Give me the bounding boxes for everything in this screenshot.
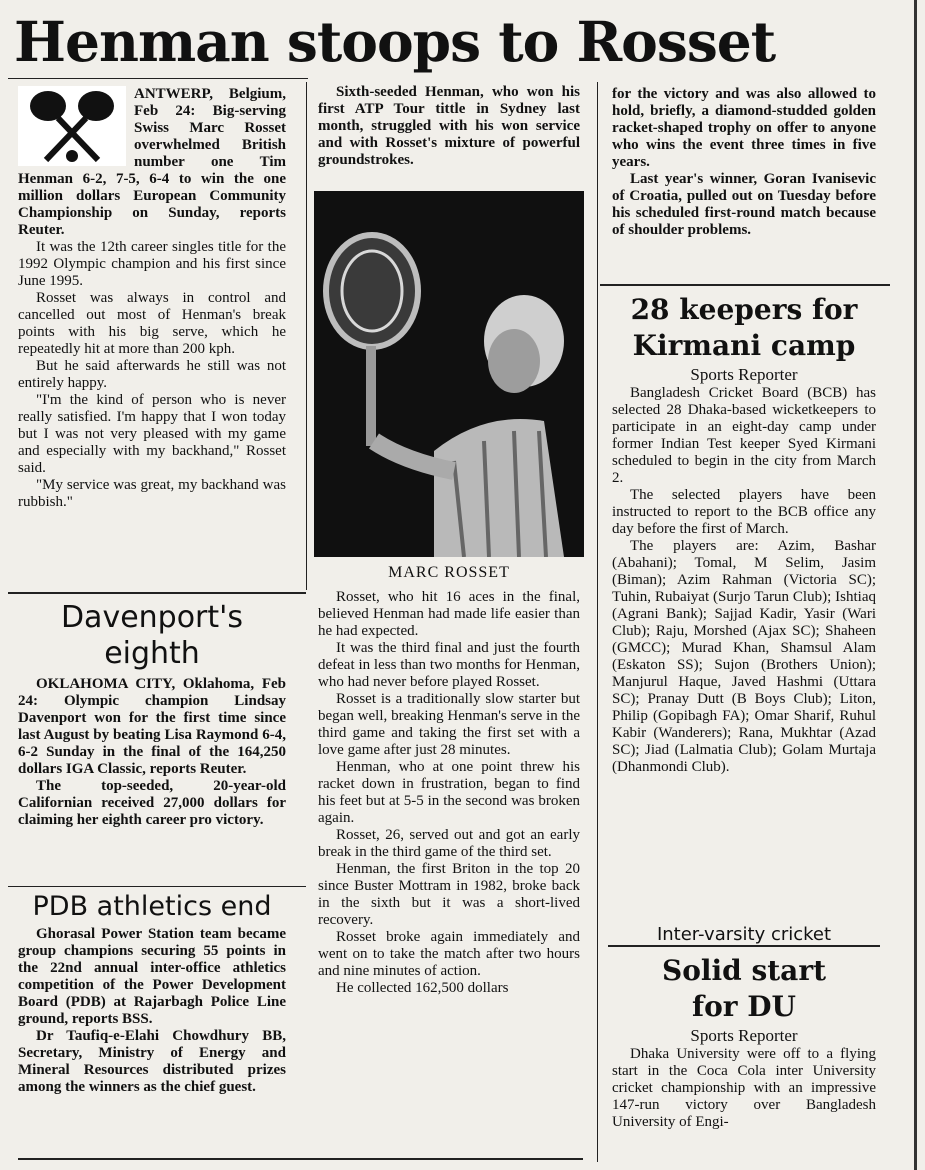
kirmani-paragraph: The selected players have been instructed to report to the BCB office any day before the first of March. bbox=[612, 487, 876, 537]
davenport-lead: OKLAHOMA CITY, Oklahoma, Feb 24: Olympic champion Lindsay Davenport won for the first time since last August by beating Lisa Raymond 6-4, 6-2 Sunday in the final of the 164,250 dollars IGA Classic, reports Reuter. bbox=[18, 676, 286, 777]
column-rule-1 bbox=[306, 82, 307, 590]
headline-rule bbox=[8, 78, 308, 79]
main-story-paragraph: It was the third final and just the fourth defeat in less than two months for Henman, who had never before played Rosset. bbox=[318, 640, 580, 690]
main-story-paragraph: Rosset broke again immediately and went on to take the match after two hours and nine minutes of action. bbox=[318, 929, 580, 979]
davenport-paragraph: The top-seeded, 20-year-old Californian received 27,000 dollars for claiming her eighth career pro victory. bbox=[18, 778, 286, 828]
main-story-column-3 bbox=[612, 86, 876, 239]
main-story-paragraph: Sixth-seeded Henman, who won his first ATP Tour tittle in Sydney last month, struggled with his won service and with Rosset's mixture of powerful groundstrokes. bbox=[318, 84, 580, 168]
davenport-headline-line-1: Davenport's bbox=[60, 600, 244, 635]
section-rule-davenport bbox=[8, 592, 306, 594]
pdb-headline: PDB athletics end bbox=[32, 891, 272, 922]
main-story-paragraph: Henman, the first Briton in the top 20 since Buster Mottram in 1982, broke back in the sixth but it was a short-lived recovery. bbox=[318, 861, 580, 928]
main-story-paragraph: "My service was great, my backhand was rubbish." bbox=[18, 477, 286, 510]
main-story-paragraph: Rosset, who hit 16 aces in the final, believed Henman had made life easier than he had expected. bbox=[318, 589, 580, 639]
du-kicker: Inter-varsity cricket bbox=[608, 926, 880, 947]
du-story bbox=[612, 926, 876, 1131]
davenport-headline-line-2: eighth bbox=[104, 636, 200, 671]
main-story-paragraph: Rosset was always in control and cancelled out most of Henman's break points with his big serve, which he repeatedly hit at more than 200 kph. bbox=[18, 290, 286, 357]
du-paragraph: Dhaka University were off to a flying start in the Coca Cola inter University cricket championship with an impressive 147-run victory over Bangladesh University of Engi- bbox=[612, 1046, 876, 1130]
main-story-paragraph: Last year's winner, Goran Ivanisevic of Croatia, pulled out on Tuesday before his scheduled first-round match because of shoulder problems. bbox=[612, 171, 876, 238]
tennis-rackets-icon bbox=[18, 86, 126, 166]
main-story-column-1 bbox=[18, 86, 286, 511]
main-story-lead: ANTWERP, Belgium, Feb 24: Big-serving Swiss Marc Rosset overwhelmed British number one Tim Henman 6-2, 7-5, 6-4 to win the one million dollars European Community Championship on Sunday, reports Reuter. bbox=[18, 86, 286, 238]
main-story-paragraph: "I'm the kind of person who is never really satisfied. I'm happy that I won today but I was not very pleased with my game and especially with my backhand," Rosset said. bbox=[18, 392, 286, 476]
main-story-column-2 bbox=[318, 589, 580, 997]
marc-rosset-photo bbox=[314, 191, 584, 557]
main-story-paragraph: Henman, who at one point threw his racket down in frustration, began to find his feet but at 5-5 in the second was broken again. bbox=[318, 759, 580, 826]
pdb-story bbox=[18, 890, 286, 1096]
column-rule-2 bbox=[597, 82, 598, 1162]
main-story-paragraph: But he said afterwards he still was not entirely happy. bbox=[18, 358, 286, 391]
right-edge-rule bbox=[914, 0, 917, 1170]
du-headline-line-2: for DU bbox=[692, 990, 796, 1023]
section-rule-pdb bbox=[8, 886, 306, 887]
du-byline: Sports Reporter bbox=[690, 1026, 798, 1045]
main-story-paragraph: Rosset, 26, served out and got an early break in the third game of the third set. bbox=[318, 827, 580, 860]
kirmani-paragraph: Bangladesh Cricket Board (BCB) has selected 28 Dhaka-based wicketkeepers to participate in an eight-day camp under former Indian Test keeper Syed Kirmani scheduled to begin in the city from March 2. bbox=[612, 385, 876, 486]
kirmani-paragraph: The players are: Azim, Bashar (Abahani); Tomal, M Selim, Jasim (Biman); Azim Rahman (Victoria SC); Tuhin, Rubaiyat (Surjo Tarun Club); Ishtiaq (Agrani Bank); Sajjad Kadir, Yasir (Wari Club); Raju, Morshed (Ajax SC); Shaheen (GMCC); Murad Khan, Shamsul Alam (Eskaton SS); Sujon (Brothers Union); Manjurul Haque, Javed Hashmi (Uttara SC); Pranay Dutt (B Boys Club); Liton, Philip (Gopibagh FA); Omar Sharif, Ruhul Kabir (Wanderers); Rana, Mukhtar (Azad SC); Jiad (Lalmatia Club); Golam Murtaja (Dhanmondi Club). bbox=[612, 538, 876, 775]
main-story-paragraph: He collected 162,500 dollars bbox=[336, 980, 509, 996]
du-headline-line-1: Solid start bbox=[661, 954, 827, 987]
kirmani-headline-line-1: 28 keepers for bbox=[630, 293, 858, 326]
main-headline: Henman stoops to Rosset bbox=[14, 9, 776, 74]
main-story-column-2-top bbox=[318, 84, 580, 169]
kirmani-headline-line-2: Kirmani camp bbox=[632, 329, 856, 362]
photo-caption: MARC ROSSET bbox=[388, 564, 510, 581]
kirmani-story bbox=[612, 292, 876, 776]
main-story-paragraph: for the victory and was also allowed to hold, briefly, a diamond-studded golden racket-shaped trophy on offer to anyone who wins the event three times in five years. bbox=[612, 86, 876, 170]
player-with-racket-image bbox=[314, 191, 584, 557]
section-rule-kirmani bbox=[600, 284, 890, 286]
kirmani-byline: Sports Reporter bbox=[690, 365, 798, 384]
pdb-paragraph: Dr Taufiq-e-Elahi Chowdhury BB, Secretary, Ministry of Energy and Mineral Resources distributed prizes among the winners as the chief guest. bbox=[18, 1028, 286, 1095]
bottom-box-rule bbox=[18, 1158, 583, 1160]
main-story-paragraph: It was the 12th career singles title for the 1992 Olympic champion and his first since June 1995. bbox=[18, 239, 286, 289]
pdb-paragraph: Ghorasal Power Station team became group champions securing 55 points in the 22nd annual inter-office athletics competition of the Power Development Board (PDB) at Rajarbagh Police Line ground, reports BSS. bbox=[18, 926, 286, 1027]
main-story-paragraph: Rosset is a traditionally slow starter but began well, breaking Henman's serve in the third game and taking the first set with a love game after just 28 minutes. bbox=[318, 691, 580, 758]
davenport-story bbox=[18, 600, 286, 829]
